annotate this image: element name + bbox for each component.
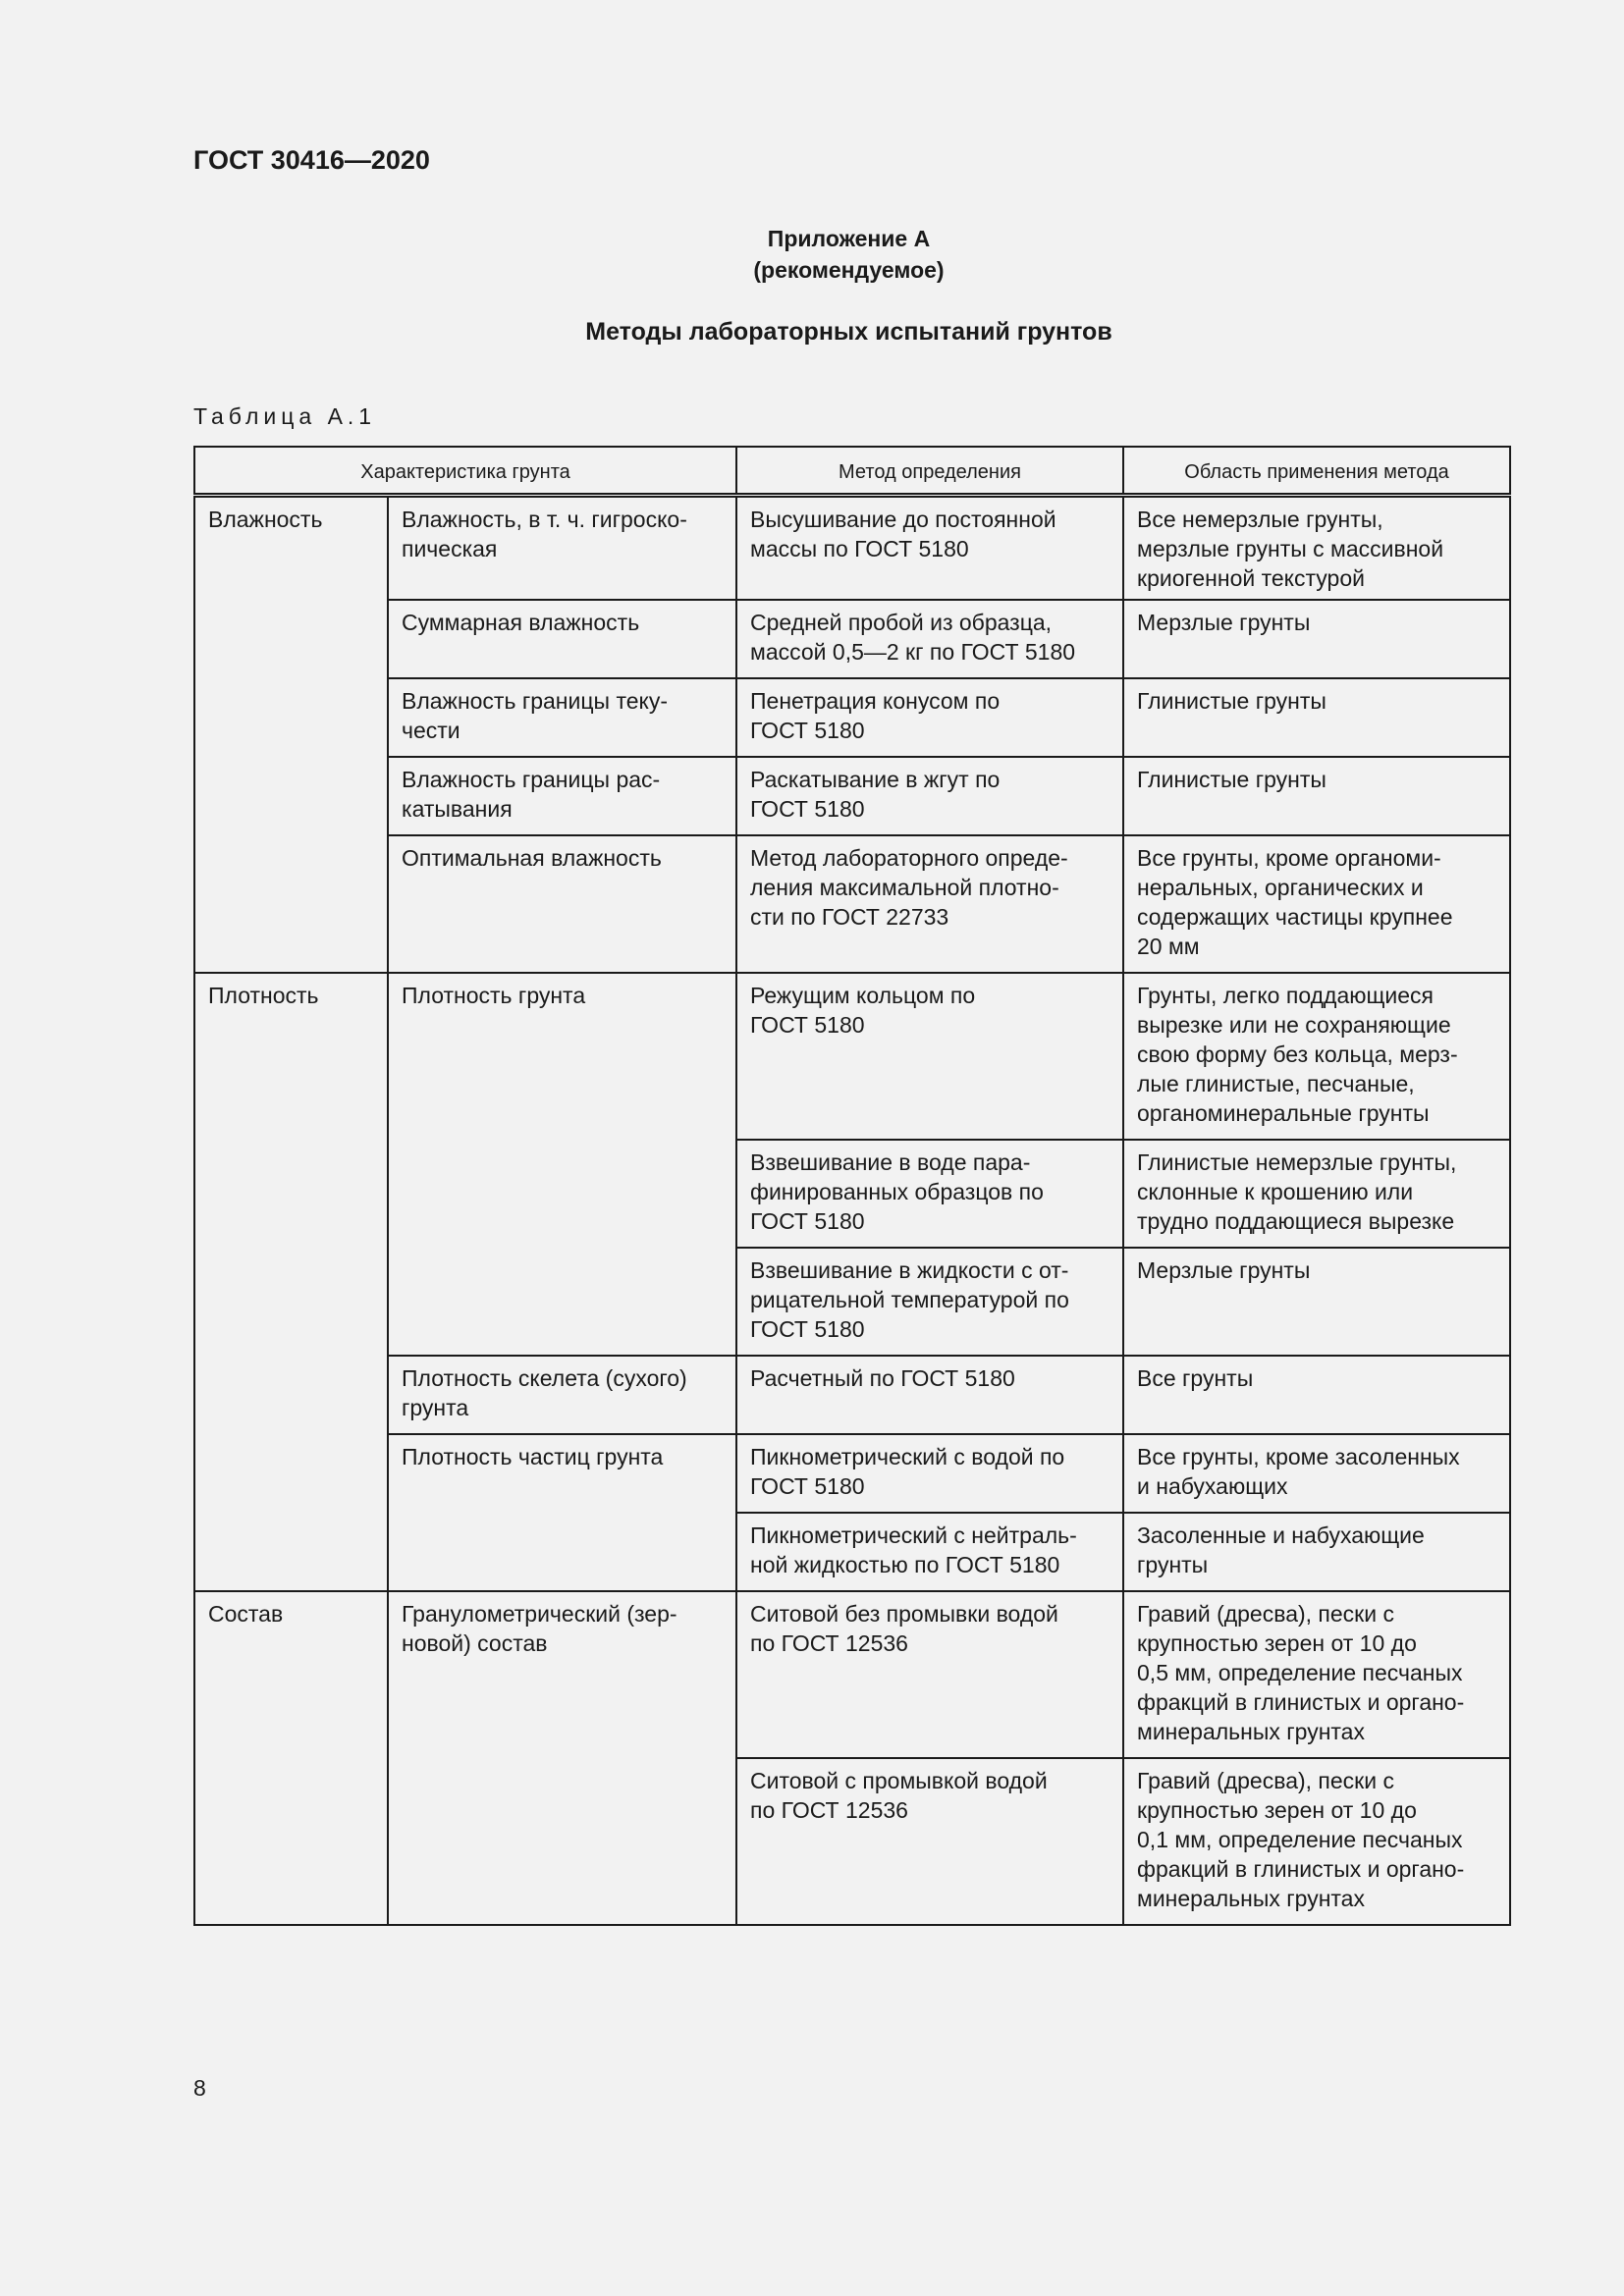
characteristic-cell <box>388 678 736 757</box>
cell-line: Засоленные и набухающие <box>1137 1522 1425 1548</box>
cell-line: крупностью зерен от 10 до <box>1137 1797 1417 1823</box>
method-cell <box>736 1140 1123 1248</box>
cell-line: Глинистые немерзлые грунты, <box>1137 1149 1457 1175</box>
method-cell <box>736 1513 1123 1591</box>
cell-line: финированных образцов по <box>750 1179 1044 1204</box>
cell-line: трудно поддающиеся вырезке <box>1137 1208 1455 1234</box>
header-scope: Область применения метода <box>1123 447 1510 496</box>
method-cell <box>736 1591 1123 1758</box>
cell-line: Пенетрация конусом по <box>750 688 1001 714</box>
cell-line: Влажность, в т. ч. гигроско- <box>402 507 687 532</box>
cell-line: Высушивание до постоянной <box>750 507 1056 532</box>
cell-line: Мерзлые грунты <box>1137 610 1311 635</box>
cell-line: грунты <box>1137 1552 1209 1577</box>
cell-line: 0,1 мм, определение песчаных <box>1137 1827 1463 1852</box>
cell-line: Все грунты <box>1137 1365 1254 1391</box>
cell-line: по ГОСТ 12536 <box>750 1630 908 1656</box>
method-cell <box>736 1434 1123 1513</box>
cell-line: фракций в глинистых и органо- <box>1137 1856 1465 1882</box>
annex-status: (рекомендуемое) <box>753 257 945 283</box>
cell-line: 20 мм <box>1137 934 1200 959</box>
cell-line: Взвешивание в воде пара- <box>750 1149 1031 1175</box>
cell-line: ГОСТ 5180 <box>750 796 865 822</box>
cell-line: пическая <box>402 536 498 561</box>
cell-line: ной жидкостью по ГОСТ 5180 <box>750 1552 1060 1577</box>
cell-line: Все немерзлые грунты, <box>1137 507 1383 532</box>
cell-line: новой) состав <box>402 1630 548 1656</box>
cell-line: Плотность грунта <box>402 983 586 1008</box>
annex-title: Приложение А <box>767 226 931 251</box>
method-cell <box>736 678 1123 757</box>
cell-line: Все грунты, кроме органоми- <box>1137 845 1441 871</box>
characteristic-cell <box>388 600 736 678</box>
header-characteristic: Характеристика грунта <box>194 447 736 496</box>
table-caption: Таблица А.1 <box>193 403 377 429</box>
cell-line: Взвешивание в жидкости с от- <box>750 1257 1069 1283</box>
cell-line: свою форму без кольца, мерз- <box>1137 1041 1458 1067</box>
table-row <box>194 1591 1510 1758</box>
characteristic-cell <box>388 1356 736 1434</box>
method-cell <box>736 1248 1123 1356</box>
cell-line: ГОСТ 5180 <box>750 1012 865 1038</box>
cell-line: минеральных грунтах <box>1137 1886 1365 1911</box>
cell-line: склонные к крошению или <box>1137 1179 1414 1204</box>
cell-line: Мерзлые грунты <box>1137 1257 1311 1283</box>
scope-cell <box>1123 1248 1510 1356</box>
cell-line: неральных, органических и <box>1137 875 1424 900</box>
table-row <box>194 600 1510 678</box>
method-cell <box>736 973 1123 1140</box>
group-cell-composition: Состав <box>194 1591 388 1925</box>
cell-line: органоминеральные грунты <box>1137 1100 1430 1126</box>
table-row <box>194 757 1510 835</box>
cell-line: чести <box>402 718 460 743</box>
method-cell <box>736 757 1123 835</box>
cell-line: Суммарная влажность <box>402 610 640 635</box>
cell-line: и набухающих <box>1137 1473 1288 1499</box>
scope-cell <box>1123 973 1510 1140</box>
cell-line: Влажность границы теку- <box>402 688 669 714</box>
cell-line: Плотность частиц грунта <box>402 1444 664 1469</box>
cell-line: Влажность границы рас- <box>402 767 661 792</box>
scope-cell <box>1123 1758 1510 1925</box>
group-cell-density: Плотность <box>194 973 388 1591</box>
cell-line: по ГОСТ 12536 <box>750 1797 908 1823</box>
cell-line: мерзлые грунты с массивной <box>1137 536 1444 561</box>
cell-line: вырезке или не сохраняющие <box>1137 1012 1451 1038</box>
main-title: Методы лабораторных испытаний грунтов <box>585 318 1112 346</box>
document-code: ГОСТ 30416—2020 <box>193 145 430 175</box>
table-row <box>194 1356 1510 1434</box>
method-cell <box>736 1758 1123 1925</box>
table-row <box>194 1434 1510 1513</box>
table-row <box>194 973 1510 1140</box>
characteristic-cell <box>388 835 736 973</box>
characteristic-cell <box>388 757 736 835</box>
cell-line: фракций в глинистых и органо- <box>1137 1689 1465 1715</box>
scope-cell <box>1123 678 1510 757</box>
scope-cell <box>1123 1356 1510 1434</box>
scope-cell <box>1123 496 1510 601</box>
cell-line: Оптимальная влажность <box>402 845 662 871</box>
soil-tests-table <box>193 446 1511 1926</box>
cell-line: Все грунты, кроме засоленных <box>1137 1444 1460 1469</box>
scope-cell <box>1123 1140 1510 1248</box>
cell-line: ления максимальной плотно- <box>750 875 1059 900</box>
header-method: Метод определения <box>736 447 1123 496</box>
cell-line: Ситовой с промывкой водой <box>750 1768 1048 1793</box>
scope-cell <box>1123 1591 1510 1758</box>
cell-line: Ситовой без промывки водой <box>750 1601 1058 1627</box>
method-cell <box>736 600 1123 678</box>
cell-line: Раскатывание в жгут по <box>750 767 1001 792</box>
characteristic-cell <box>388 1591 736 1925</box>
cell-line: криогенной текстурой <box>1137 565 1365 591</box>
scope-cell <box>1123 1513 1510 1591</box>
method-cell <box>736 835 1123 973</box>
scope-cell <box>1123 835 1510 973</box>
characteristic-cell <box>388 496 736 601</box>
cell-line: ГОСТ 5180 <box>750 1316 865 1342</box>
characteristic-cell <box>388 973 736 1356</box>
cell-line: Пикнометрический с нейтраль- <box>750 1522 1077 1548</box>
page-number: 8 <box>193 2075 206 2101</box>
method-cell <box>736 1356 1123 1434</box>
method-cell <box>736 496 1123 601</box>
cell-line: Грунты, легко поддающиеся <box>1137 983 1435 1008</box>
scope-cell <box>1123 757 1510 835</box>
cell-line: Гравий (дресва), пески с <box>1137 1601 1394 1627</box>
cell-line: Гравий (дресва), пески с <box>1137 1768 1394 1793</box>
cell-line: Пикнометрический с водой по <box>750 1444 1065 1469</box>
cell-line: минеральных грунтах <box>1137 1719 1365 1744</box>
cell-line: ГОСТ 5180 <box>750 1473 865 1499</box>
cell-line: сти по ГОСТ 22733 <box>750 904 949 930</box>
cell-line: Метод лабораторного опреде- <box>750 845 1068 871</box>
cell-line: лые глинистые, песчаные, <box>1137 1071 1415 1096</box>
scope-cell <box>1123 1434 1510 1513</box>
cell-line: массой 0,5—2 кг по ГОСТ 5180 <box>750 639 1076 665</box>
cell-line: Плотность скелета (сухого) <box>402 1365 687 1391</box>
table-row <box>194 678 1510 757</box>
scope-cell <box>1123 600 1510 678</box>
cell-line: ГОСТ 5180 <box>750 1208 865 1234</box>
cell-line: Режущим кольцом по <box>750 983 976 1008</box>
characteristic-cell <box>388 1434 736 1591</box>
cell-line: рицательной температурой по <box>750 1287 1069 1312</box>
cell-line: Глинистые грунты <box>1137 688 1326 714</box>
cell-line: катывания <box>402 796 513 822</box>
cell-line: Средней пробой из образца, <box>750 610 1053 635</box>
cell-line: содержащих частицы крупнее <box>1137 904 1453 930</box>
cell-line: грунта <box>402 1395 469 1420</box>
cell-line: Расчетный по ГОСТ 5180 <box>750 1365 1015 1391</box>
table-row <box>194 835 1510 973</box>
table-row <box>194 496 1510 601</box>
cell-line: ГОСТ 5180 <box>750 718 865 743</box>
table-header-row <box>194 447 1510 496</box>
cell-line: массы по ГОСТ 5180 <box>750 536 969 561</box>
cell-line: Гранулометрический (зер- <box>402 1601 677 1627</box>
group-cell-moisture: Влажность <box>194 496 388 974</box>
cell-line: 0,5 мм, определение песчаных <box>1137 1660 1463 1685</box>
cell-line: Глинистые грунты <box>1137 767 1326 792</box>
cell-line: крупностью зерен от 10 до <box>1137 1630 1417 1656</box>
